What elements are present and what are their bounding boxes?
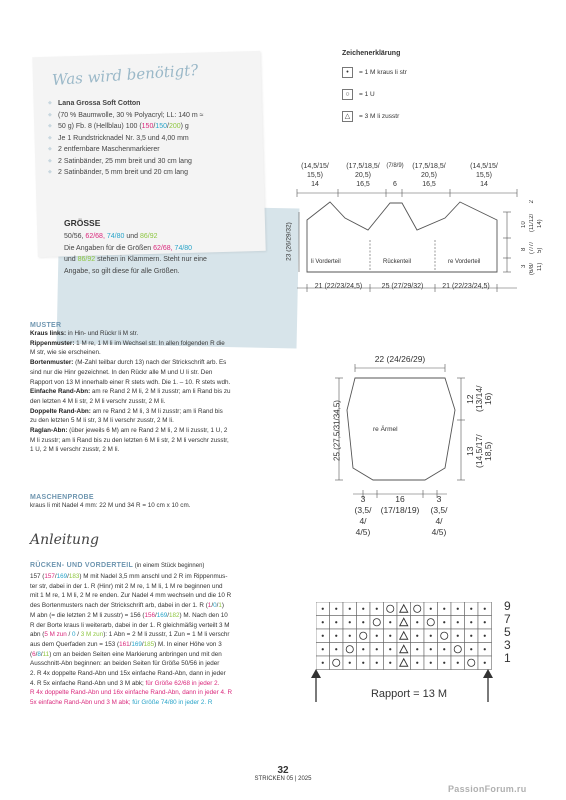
sleeve-top-dim: 22 (24/26/29): [374, 354, 426, 364]
anleitung-fragment: M abn (= die letzten 2 M li zusstr) = 156 (: [30, 611, 145, 619]
dim-left: 23 (26/29/32): [285, 222, 293, 261]
sleeve-right-top-c: 16): [483, 392, 493, 406]
muster-line: [30, 348, 282, 358]
row-number: 9: [504, 599, 511, 613]
anleitung-fragment: 8: [37, 650, 41, 658]
size-line-2: [64, 243, 294, 255]
dim-text: 6: [393, 181, 397, 188]
chart-cell: [343, 643, 357, 657]
legend-text: = 1 M kraus li str: [359, 69, 407, 76]
dim-text: 20,5): [355, 172, 371, 179]
materials-list: [48, 98, 258, 179]
dim-text: 16,5: [356, 181, 370, 188]
dot-icon: [376, 648, 378, 650]
circle-symbol-icon: ○: [342, 89, 353, 100]
dim-top-5: [461, 162, 507, 189]
muster-term: Einfache Rand-Abn:: [30, 388, 91, 396]
muster-term: Raglan-Abn:: [30, 427, 68, 435]
anleitung-line: [30, 659, 282, 669]
anleitung-fragment: /: [66, 631, 73, 639]
dim-text: (14,5/15/: [470, 163, 498, 170]
anleitung-fragment: 157 (: [30, 573, 45, 580]
legend-item: [342, 111, 512, 122]
anleitung-heading: RÜCKEN- UND VORDERTEIL: [30, 562, 134, 569]
size-heading: GRÖSSE: [64, 218, 101, 228]
size-line-4: Angabe, so gilt diese für alle Größen.: [64, 267, 180, 275]
rapport-label: Rapport = 13 M: [370, 688, 448, 700]
dim-text: (14,5/15/: [301, 163, 329, 170]
dim-right-top-b: (11/12/: [529, 213, 535, 233]
anleitung-line: [30, 572, 282, 582]
sleeve-right-bot-b: (14,5/17/: [474, 434, 484, 468]
anleitung-fragment: für Größe 62/68 in jeder 2.: [145, 679, 220, 687]
dim-text: 14: [480, 181, 488, 188]
size-line-3: [64, 254, 294, 266]
muster-line: [30, 358, 282, 368]
anleitung-line: [30, 591, 282, 601]
dim-right-mid-c: 5): [537, 247, 543, 253]
muster-term: Bortenmuster:: [30, 359, 74, 367]
anleitung-section: [30, 532, 282, 708]
dot-icon: [457, 608, 459, 610]
muster-line: [30, 445, 282, 455]
anleitung-fragment: R 4x doppelte Rand-Abn und 16x einfache Rand-Abn, dann in jeder 4. R: [30, 689, 232, 697]
chart-cell: [438, 629, 452, 643]
size-line2-62: 62/68,: [153, 244, 173, 252]
sleeve-left-dim: 25 (27,5/31/34,5): [332, 400, 342, 461]
size-text: [64, 231, 294, 277]
yarn-amount-86: 200: [168, 123, 181, 130]
anleitung-fragment: 4. R 5x einfache Rand-Abn und 3 M abk;: [30, 679, 146, 687]
anleitung-fragment: 6: [32, 650, 36, 658]
dim-text: 4/: [435, 516, 443, 526]
chart-cell: [370, 616, 384, 630]
anleitung-fragment: 169: [156, 611, 168, 619]
size-and: und: [126, 233, 139, 240]
anleitung-line: [30, 630, 282, 640]
anleitung-fragment: 183: [68, 573, 80, 580]
dim-right-mid: 8: [521, 247, 527, 251]
dim-text: (17,5/18,5/: [412, 163, 446, 170]
sleeve-right-bot: 13: [465, 446, 475, 456]
muster-line: [30, 407, 282, 417]
anleitung-fragment: 11: [42, 650, 50, 658]
dot-icon: [362, 621, 364, 623]
anleitung-fragment: mit 1 M re, 1 M li, 2 M re enden. Zur Nadel 4 mm wechseln und die 10 R: [30, 592, 232, 600]
dot-icon: [362, 662, 364, 664]
anleitung-fragment: 1: [207, 602, 212, 610]
dim-text: 3: [436, 494, 442, 504]
dot-icon: [376, 635, 378, 637]
anleitung-fragment: 1: [218, 602, 222, 610]
dot-icon: [443, 621, 445, 623]
dim-right-top-c: 2: [529, 200, 535, 204]
maschenprobe-text: kraus li mit Nadel 4 mm: 22 M und 34 R = 10 cm x 10 cm.: [30, 502, 191, 509]
size-block: [64, 218, 294, 277]
dot-icon: [376, 608, 378, 610]
anleitung-line: [30, 582, 282, 592]
dot-icon: [484, 635, 486, 637]
chart-cell: [357, 629, 371, 643]
anleitung-heading-note: (in einem Stück beginnen): [133, 563, 205, 569]
muster-desc: 1 U, 2 M li verschr zusstr, 2 M li.: [30, 446, 120, 454]
dim-text: 14: [311, 181, 319, 188]
dot-icon: [416, 621, 418, 623]
muster-term: Doppelte Rand-Abn:: [30, 407, 91, 415]
anleitung-fragment: ter str, dabei in der 1. R (Hinr) mit 2 M re, 1 M li, 1 M re beginnen und: [30, 582, 223, 590]
anleitung-line: [30, 679, 282, 689]
muster-line: [30, 397, 282, 407]
muster-desc: (über jeweils 6 M) am re Rand 2 M li, 2 M li zusstr, 1 U, 2: [67, 427, 228, 435]
size-62: 62/68,: [85, 233, 105, 240]
dim-right-bot-c: 11): [537, 262, 543, 272]
dim-text: (17/18/19): [380, 505, 420, 515]
anleitung-fragment: 169: [56, 573, 68, 580]
dot-icon: [470, 621, 472, 623]
anleitung-line: [30, 688, 282, 698]
anleitung-fragment: Ausschnitt-Abn beginnen: an beiden Seiten für Größe 50/56 in jeder: [30, 660, 220, 668]
dot-icon: [457, 662, 459, 664]
dim-top-1: [295, 162, 335, 189]
sleeve-bottom-col: [375, 494, 425, 516]
dot-icon: [484, 621, 486, 623]
chart-grid: [316, 602, 496, 674]
row-number: 1: [504, 651, 511, 665]
dim-text: 4/5): [355, 527, 371, 537]
dot-icon: [457, 621, 459, 623]
dim-text: 15,5): [476, 172, 492, 179]
size-line3-pre: und: [64, 256, 76, 263]
chart-cell: [384, 602, 398, 616]
anleitung-fragment: /: [54, 573, 57, 580]
dot-icon: [335, 608, 337, 610]
dot-icon: [416, 635, 418, 637]
yarn-desc-1: (70 % Baumwolle, 30 % Polyacryl; LL: 140 m ≈: [58, 111, 204, 119]
anleitung-fragment: 5x einfache Rand-Abn und 3 M abk;: [30, 699, 133, 707]
maschenprobe-heading: MASCHENPROBE: [30, 494, 94, 501]
dim-text: 16: [395, 494, 405, 504]
anleitung-line: [30, 650, 282, 660]
muster-term: Rippenmuster:: [30, 339, 75, 347]
anleitung-fragment: ): [221, 602, 224, 610]
anleitung-fragment: /: [216, 602, 219, 610]
row-number: 5: [504, 625, 511, 639]
muster-desc: am re Rand 2 M li, 2 M li zusstr; am li Rand bis zu: [90, 388, 231, 396]
dim-text: 3: [360, 494, 366, 504]
dot-icon: [416, 648, 418, 650]
dim-bottom: 21 (22/23/24,5): [314, 283, 363, 290]
dot-icon: [457, 635, 459, 637]
dot-icon: [349, 621, 351, 623]
materials-item: ◆ 2 entfernbare Maschenmarkierer: [48, 144, 258, 156]
anleitung-fragment: /: [211, 602, 214, 610]
dim-text: (3,5/: [430, 505, 448, 515]
dot-icon: [335, 635, 337, 637]
watermark: PassionForum.ru: [448, 784, 527, 794]
anleitung-line: [30, 611, 282, 621]
anleitung-line: [30, 640, 282, 650]
dot-icon: [389, 648, 391, 650]
dim-top-2: [340, 162, 386, 189]
anleitung-fragment: ) cm an beiden Seiten eine Markierung anbringen und mit den: [49, 650, 222, 658]
anleitung-fragment: /: [67, 573, 69, 580]
sleeve-schematic: [325, 348, 525, 548]
legend-item: [342, 89, 512, 100]
dot-icon: [484, 662, 486, 664]
dot-icon: [484, 608, 486, 610]
anleitung-fragment: 2. R 4x doppelte Rand-Abn und 15x einfache Rand-Abn, dann in jeder: [30, 670, 226, 678]
muster-heading: MUSTER: [30, 322, 62, 329]
muster-line: [30, 416, 282, 426]
dot-icon: [349, 608, 351, 610]
anleitung-fragment: R der Borte kraus li weiterarb, dabei in der 1. R gleichmäßig verteilt 3 M: [30, 621, 230, 629]
muster-desc: den letzten 4 M li str, 2 M li verschr zusstr, 2 M li.: [30, 397, 166, 405]
dot-icon: [349, 662, 351, 664]
dot-icon: [322, 648, 324, 650]
anleitung-fragment: 5 M zun: [44, 631, 67, 639]
dim-bottom: 25 (27/29/32): [381, 283, 424, 290]
maschenprobe-section: [30, 494, 282, 511]
anleitung-fragment: 161: [119, 640, 130, 648]
muster-desc: zu den letzten 5 M li str, 3 M li verschr zusstr, 2 M li.: [30, 417, 174, 425]
materials-item: ◆ 2 Satinbänder, 5 mm breit und 20 cm lang: [48, 167, 258, 179]
legend-item: [342, 67, 512, 78]
anleitung-fragment: ) M. Nach den 10: [179, 611, 228, 619]
muster-line: [30, 368, 282, 378]
dot-icon: [362, 648, 364, 650]
dot-icon: [443, 608, 445, 610]
size-86: 86/92: [139, 233, 158, 240]
dot-icon: [389, 635, 391, 637]
yarn-desc-2-pre: 50 g) Fb. 8 (Hellblau) 100 (: [58, 123, 142, 130]
dot-icon: [335, 621, 337, 623]
dim-right-mid-b: (7/7/: [529, 242, 535, 255]
chart-cell: [451, 643, 465, 657]
chart-cell: [424, 616, 438, 630]
dot-icon: [443, 648, 445, 650]
dot-symbol-icon: •: [342, 67, 353, 78]
muster-desc: am re Rand 2 M li, 3 M li zusstr; am li Rand bis: [90, 407, 223, 415]
dot-icon: [416, 662, 418, 664]
anleitung-fragment: /: [141, 640, 144, 648]
dot-icon: [470, 648, 472, 650]
yarn-desc-1-item: [48, 110, 258, 122]
anleitung-title: Anleitung: [30, 532, 99, 548]
muster-section: [30, 322, 282, 455]
dim-right-bot: 3: [521, 264, 527, 268]
size-line2-74: 74/80: [174, 244, 193, 252]
anleitung-fragment: /: [35, 650, 38, 658]
anleitung-fragment: 0: [213, 602, 217, 610]
anleitung-line: [30, 669, 282, 679]
dot-icon: [430, 662, 432, 664]
dim-text: (17,5/18,5/: [346, 163, 380, 170]
muster-desc: 1 M re, 1 M li im Wechsel str. In allen folgenden R die: [74, 339, 225, 347]
row-numbers: [504, 600, 511, 665]
materials-note: [30, 46, 268, 296]
dot-icon: [362, 608, 364, 610]
dim-right-top-a: 10: [521, 221, 527, 229]
dim-text: (3,5/: [354, 505, 372, 515]
anleitung-fragment: 157: [44, 573, 55, 580]
knitting-chart: [316, 598, 536, 718]
anleitung-text: [30, 572, 282, 708]
dim-bottom: 21 (22/23/24,5): [442, 283, 490, 290]
muster-desc: in Hin- und Rückr li M str.: [66, 330, 139, 337]
size-line3-86: 86/92: [77, 256, 96, 263]
part-label: li Vorderteil: [311, 259, 341, 265]
size-base: 50/56,: [64, 233, 84, 240]
yarn-name: Lana Grossa Soft Cotton: [58, 100, 141, 107]
dot-icon: [484, 648, 486, 650]
anleitung-fragment: 0: [72, 631, 76, 639]
anleitung-fragment: (: [30, 650, 33, 658]
anleitung-fragment: /: [154, 611, 157, 619]
muster-line: [30, 426, 282, 436]
dot-icon: [322, 608, 324, 610]
size-line3-post: stehen in Klammern. Steht nur eine: [97, 256, 207, 263]
anleitung-fragment: ) M. In einer Höhe von 3: [154, 640, 222, 648]
dot-icon: [430, 648, 432, 650]
sleeve-right-bot-c: 18,5): [483, 441, 493, 461]
yarn-amount-74: 150: [155, 123, 167, 130]
muster-line: [30, 436, 282, 446]
dot-icon: [389, 621, 391, 623]
body-schematic: [285, 160, 565, 300]
dim-right-top-d: 14): [537, 219, 543, 229]
dim-top-4: [406, 162, 452, 189]
muster-line: [30, 387, 282, 397]
part-label: re Vorderteil: [448, 259, 481, 265]
materials-item: ◆ 2 Satinbänder, 25 mm breit und 30 cm lang: [48, 156, 258, 168]
part-label: Rückenteil: [383, 259, 412, 265]
anleitung-fragment: ) M mit Nadel 3,5 mm anschl und 2 R im Rippenmus-: [79, 573, 228, 580]
dot-icon: [322, 621, 324, 623]
yarn-amount-62: 150: [141, 123, 154, 130]
dot-icon: [376, 662, 378, 664]
anleitung-fragment: des Bortenmusters nach der Strickschrift arb, dabei in der 1. R (: [30, 602, 208, 610]
anleitung-fragment: 156: [144, 611, 155, 619]
dot-icon: [470, 608, 472, 610]
legend-text: = 3 M li zusstr: [359, 113, 400, 120]
dot-icon: [322, 662, 324, 664]
anleitung-fragment: für Größe 74/80 in jeder 2. R: [132, 699, 213, 707]
triangle-symbol-icon: △: [342, 111, 353, 122]
muster-line: [30, 339, 282, 349]
anleitung-fragment: /: [40, 650, 43, 658]
muster-desc: M li zusstr; am li Rand bis zu den letzten 6 M li str, 2 M li verschr zusstr,: [30, 436, 229, 444]
legend-text: = 1 U: [359, 91, 375, 98]
anleitung-line: [30, 621, 282, 631]
page-number: 32: [277, 765, 289, 776]
dim-right-bot-b: (6/8/: [529, 263, 535, 276]
materials-yarn: [48, 98, 258, 110]
sleeve-right-top: 12: [465, 394, 475, 404]
anleitung-fragment: /: [75, 631, 81, 639]
dot-icon: [322, 635, 324, 637]
size-line2-pre: Die Angaben für die Größen: [64, 244, 152, 252]
muster-line: [30, 378, 282, 388]
dot-icon: [349, 635, 351, 637]
dot-icon: [430, 635, 432, 637]
muster-desc: M str, wie sie erscheinen.: [30, 349, 101, 357]
dot-icon: [443, 662, 445, 664]
dot-icon: [335, 648, 337, 650]
muster-desc: sind nur die Hinr gezeichnet. In den Rückr alle M und U li str. Den: [30, 368, 213, 376]
sleeve-right-top-b: (13/14/: [474, 385, 484, 413]
anleitung-fragment: 3 M zun: [80, 631, 104, 639]
muster-line: [30, 329, 282, 339]
materials-item: ◆ Je 1 Rundstricknadel Nr. 3,5 und 4,00 mm: [48, 133, 258, 145]
page-footer: [233, 765, 333, 782]
size-line-1: [64, 231, 294, 243]
yarn-desc-2: 50 g) Fb. 8 (Hellblau) 100 (150/150/200) g: [58, 123, 189, 130]
anleitung-fragment: ): 1 Abn = 2 M li zusstr, 1 Zun = 1 M li verschr: [103, 631, 230, 639]
anleitung-fragment: /: [129, 640, 132, 648]
dot-icon: [389, 662, 391, 664]
chart-cell: [411, 602, 425, 616]
row-number: 3: [504, 638, 511, 652]
row-number: 7: [504, 612, 511, 626]
legend: [342, 50, 512, 122]
anleitung-fragment: aus dem Querfaden zun = 153 (: [30, 640, 120, 648]
anleitung-line: [30, 601, 282, 611]
anleitung-fragment: /: [167, 611, 169, 619]
dim-text: 16,5: [422, 181, 436, 188]
anleitung-line: [30, 698, 282, 708]
yarn-desc-2-post: ) g: [180, 123, 189, 130]
magazine-name: STRICKEN 05 | 2025: [254, 776, 312, 782]
materials-title: Was wird benötigt?: [51, 60, 199, 90]
muster-term: Kraus links:: [30, 330, 67, 337]
yarn-desc-2-item: [48, 121, 258, 133]
muster-text: [30, 329, 282, 455]
dot-icon: [470, 635, 472, 637]
anleitung-fragment: 185: [143, 640, 155, 648]
dim-text: (7/8/9): [386, 163, 404, 169]
legend-title: Zeichenerklärung: [342, 50, 401, 57]
dim-text: 4/: [359, 516, 367, 526]
muster-desc: Rapport von 13 M innerhalb einer R stets wdh. Die 1. – 10. R stets wdh.: [30, 378, 231, 386]
anleitung-fragment: abn (: [30, 631, 45, 639]
sleeve-bottom-col: [419, 494, 459, 538]
dim-text: 20,5): [421, 172, 437, 179]
dim-top-3: [386, 162, 404, 189]
anleitung-fragment: 169: [131, 640, 142, 648]
dim-text: 15,5): [307, 172, 323, 179]
size-74: 74/80: [106, 233, 125, 240]
anleitung-fragment: 182: [168, 611, 180, 619]
muster-desc: (M-Zahl teilbar durch 13) nach der Strickschrift arb. Es: [73, 359, 227, 367]
sleeve-label: re Ärmel: [373, 426, 398, 433]
dim-text: 4/5): [431, 527, 447, 537]
dot-icon: [430, 608, 432, 610]
